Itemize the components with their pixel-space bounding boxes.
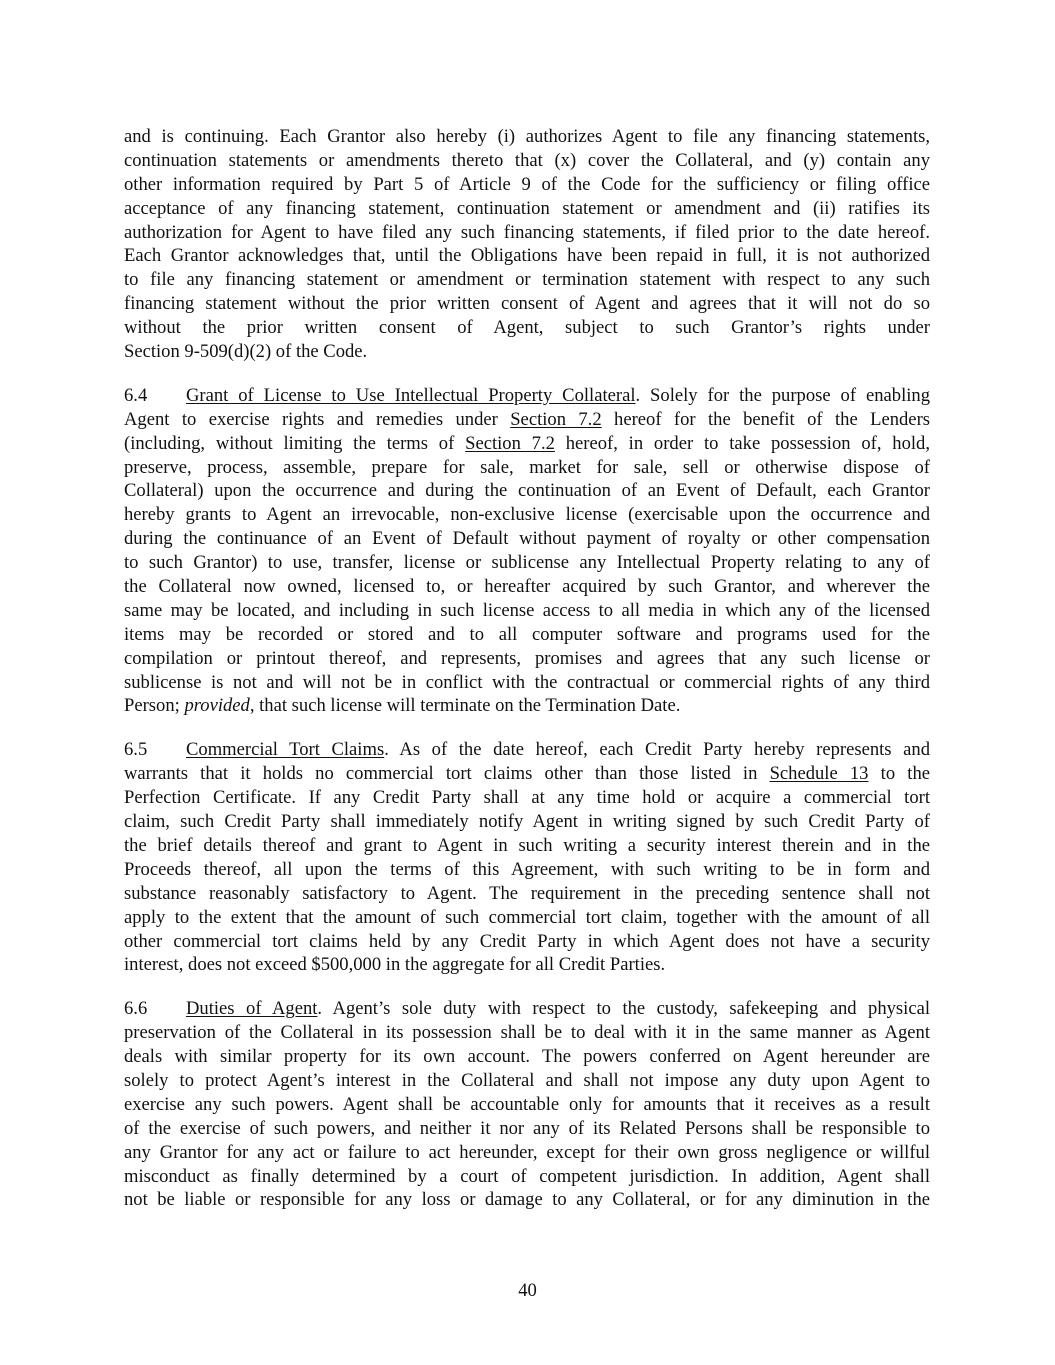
text-line: [124, 316, 930, 340]
text-run: Perfection Certificate. If any Credit Party shall at any time hold or acquire a commercial tort: [124, 787, 930, 809]
section-number: 6.4: [124, 384, 148, 406]
text-run: not be liable or responsible for any loss or damage to any Collateral, or for any diminution in the: [124, 1189, 930, 1211]
text-line: [124, 340, 930, 364]
text-line: [124, 671, 930, 695]
text-run: same may be located, and including in such license access to all media in which any of the licensed: [124, 599, 930, 621]
text-run: apply to the extent that the amount of such commercial tort claim, together with the amount of all: [124, 906, 930, 928]
section-number: 6.6: [124, 998, 148, 1020]
paragraph-section-6-5: [124, 738, 930, 977]
italic-text: provided: [184, 695, 250, 717]
underlined-reference: Grant of License to Use Intellectual Property Collateral: [186, 384, 636, 406]
underlined-reference: Commercial Tort Claims: [186, 739, 385, 761]
text-run: (including, without limiting the terms of: [124, 432, 466, 454]
text-run: the Collateral now owned, licensed to, or hereafter acquired by such Grantor, and wherever the: [124, 576, 930, 598]
text-run: any Grantor for any act or failure to act hereunder, except for their own gross negligence or willful: [124, 1141, 930, 1163]
text-run: authorization for Agent to have filed any such financing statements, if filed prior to the date hereof.: [124, 221, 930, 243]
text-line: [124, 1021, 930, 1045]
underlined-reference: Duties of Agent: [186, 998, 318, 1020]
text-run: compilation or printout thereof, and represents, promises and agrees that any such license or: [124, 647, 930, 669]
text-line: [124, 738, 930, 762]
text-run: items may be recorded or stored and to all computer software and programs used for the: [124, 623, 930, 645]
text-line: [124, 1188, 930, 1212]
text-line: [124, 384, 930, 408]
text-line: [124, 1117, 930, 1141]
text-line: [124, 244, 930, 268]
text-run: of the exercise of such powers, and neither it nor any of its Related Persons shall be responsible to: [124, 1117, 930, 1139]
text-line: [124, 173, 930, 197]
text-line: [124, 1093, 930, 1117]
text-line: [124, 503, 930, 527]
text-run: sublicense is not and will not be in conflict with the contractual or commercial rights of any third: [124, 671, 930, 693]
text-run: to file any financing statement or amendment or termination statement with respect to any such: [124, 269, 930, 291]
text-run: preserve, process, assemble, prepare for sale, market for sale, sell or otherwise dispose of: [124, 456, 930, 478]
underlined-reference: Section 7.2: [510, 408, 602, 430]
text-run: hereof, in order to take possession of, hold,: [554, 432, 930, 454]
underlined-reference: Section 7.2: [465, 432, 555, 454]
text-run: . Solely for the purpose of enabling: [635, 384, 930, 406]
text-line: [124, 786, 930, 810]
text-run: , that such license will terminate on the Termination Date.: [249, 695, 681, 717]
text-run: claim, such Credit Party shall immediately notify Agent in writing signed by such Credit Party of: [124, 811, 930, 833]
text-run: exercise any such powers. Agent shall be accountable only for amounts that it receives as a result: [124, 1093, 930, 1115]
paragraph-section-6-6: [124, 997, 930, 1212]
text-line: [124, 1165, 930, 1189]
text-line: [124, 479, 930, 503]
text-run: financing statement without the prior written consent of Agent and agrees that it will not do so: [124, 293, 930, 315]
text-line: [124, 197, 930, 221]
text-line: [124, 432, 930, 456]
text-line: [124, 647, 930, 671]
text-run: misconduct as finally determined by a court of competent jurisdiction. In addition, Agent shall: [124, 1165, 930, 1187]
text-line: [124, 527, 930, 551]
text-run: other commercial tort claims held by any Credit Party in which Agent does not have a security: [124, 930, 930, 952]
text-run: other information required by Part 5 of Article 9 of the Code for the sufficiency or filing office: [124, 173, 930, 195]
text-line: [124, 125, 930, 149]
text-line: [124, 1069, 930, 1093]
text-line: [124, 599, 930, 623]
text-run: to such Grantor) to use, transfer, license or sublicense any Intellectual Property relating to any of: [124, 552, 930, 574]
text-line: [124, 408, 930, 432]
text-run: deals with similar property for its own account. The powers conferred on Agent hereunder are: [124, 1046, 930, 1068]
text-run: during the continuance of an Event of Default without payment of royalty or other compensation: [124, 528, 930, 550]
page-number: 40: [518, 1280, 537, 1301]
text-run: solely to protect Agent’s interest in the Collateral and shall not impose any duty upon Agent to: [124, 1069, 930, 1091]
text-line: [124, 930, 930, 954]
text-run: and is continuing. Each Grantor also hereby (i) authorizes Agent to file any financing statements,: [124, 126, 930, 147]
text-line: [124, 149, 930, 173]
text-run: hereof for the benefit of the Lenders: [601, 408, 930, 430]
text-run: without the prior written consent of Agent, subject to such Grantor’s rights under: [124, 317, 930, 339]
text-line: [124, 456, 930, 480]
text-line: [124, 551, 930, 575]
text-run: Each Grantor acknowledges that, until the Obligations have been repaid in full, it is not authorized: [124, 245, 930, 267]
text-line: [124, 694, 930, 718]
text-run: hereby grants to Agent an irrevocable, non-exclusive license (exercisable upon the occurrence and: [124, 504, 930, 526]
text-run: continuation statements or amendments thereto that (x) cover the Collateral, and (y) contain any: [124, 149, 930, 171]
text-run: Person;: [124, 695, 185, 717]
paragraph-section-6-4: [124, 384, 930, 718]
text-run: interest, does not exceed $500,000 in the aggregate for all Credit Parties.: [124, 954, 666, 976]
text-line: [124, 1045, 930, 1069]
text-run: acceptance of any financing statement, continuation statement or amendment and (ii) ratifies its: [124, 197, 930, 219]
text-run: . Agent’s sole duty with respect to the custody, safekeeping and physical: [317, 998, 930, 1020]
text-line: [124, 997, 930, 1021]
text-line: [124, 882, 930, 906]
text-line: [124, 292, 930, 316]
text-run: Collateral) upon the occurrence and during the continuation of an Event of Default, each Grantor: [124, 480, 930, 502]
text-run: preservation of the Collateral in its possession shall be to deal with it in the same manner as Agent: [124, 1022, 930, 1044]
text-run: the brief details thereof and grant to Agent in such writing a security interest therein and in the: [124, 834, 930, 856]
text-line: [124, 810, 930, 834]
section-number: 6.5: [124, 739, 148, 761]
text-line: [124, 762, 930, 786]
text-line: [124, 575, 930, 599]
text-line: [124, 221, 930, 245]
text-line: [124, 906, 930, 930]
text-run: . As of the date hereof, each Credit Party hereby represents and: [384, 739, 930, 761]
text-run: to the: [868, 763, 930, 785]
underlined-reference: Schedule 13: [769, 763, 869, 785]
text-line: [124, 858, 930, 882]
text-line: [124, 953, 930, 977]
text-line: [124, 834, 930, 858]
text-line: [124, 268, 930, 292]
text-run: warrants that it holds no commercial tort claims other than those listed in: [124, 763, 770, 785]
text-run: Agent to exercise rights and remedies under: [124, 408, 511, 430]
text-run: Section 9-509(d)(2) of the Code.: [124, 341, 368, 363]
paragraph-continuation: [124, 125, 930, 364]
text-line: [124, 623, 930, 647]
document-body: [124, 125, 930, 1232]
text-run: substance reasonably satisfactory to Agent. The requirement in the preceding sentence shall not: [124, 882, 930, 904]
text-run: Proceeds thereof, all upon the terms of this Agreement, with such writing to be in form and: [124, 858, 930, 880]
text-line: [124, 1141, 930, 1165]
